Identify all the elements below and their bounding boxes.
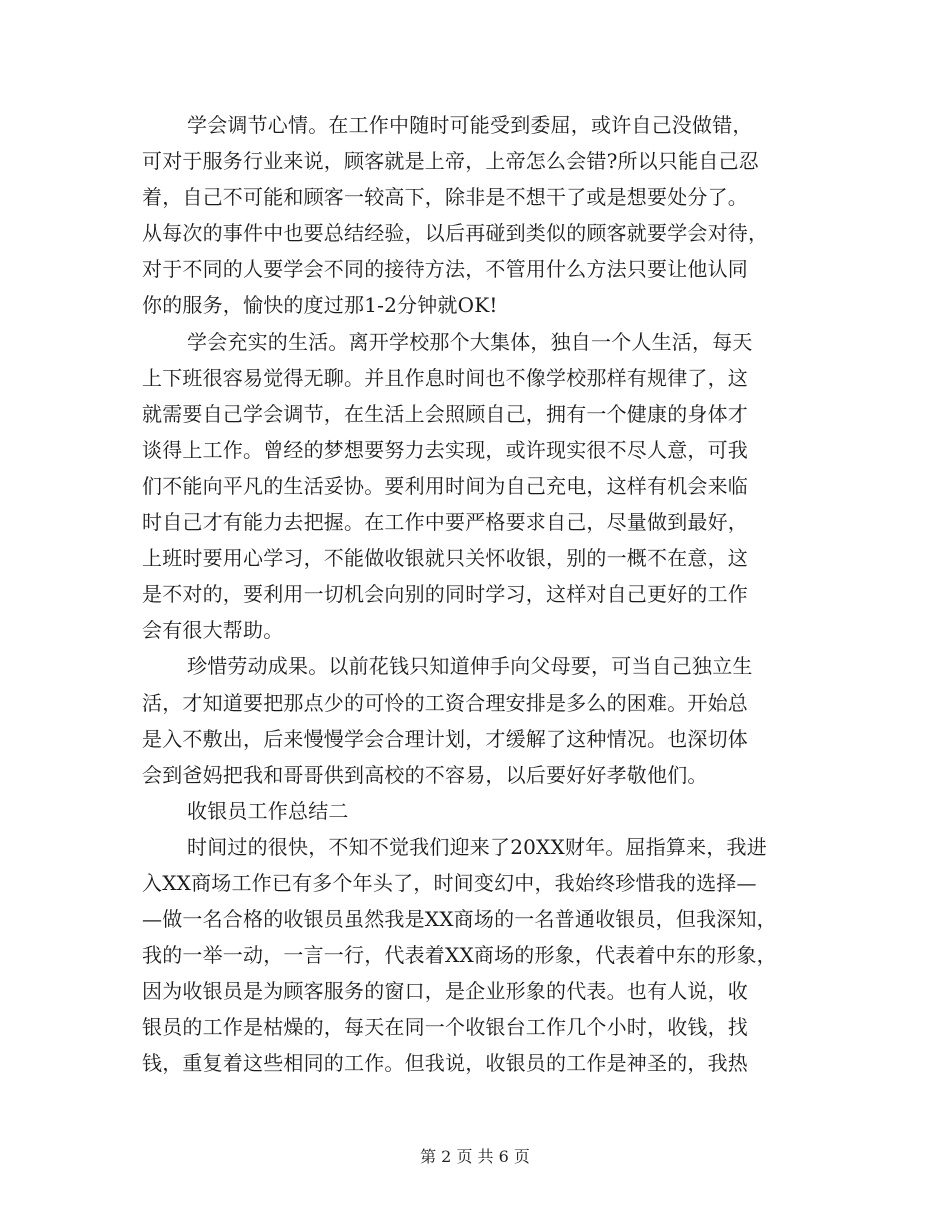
- text-line: 可对于服务行业来说，顾客就是上帝，上帝怎么会错?所以只能自己忍: [142, 149, 759, 174]
- text-line: 入XX商场工作已有多个年头了，时间变幻中，我始终珍惜我的选择—: [142, 870, 757, 895]
- text-line: 会到爸妈把我和哥哥供到高校的不容易，以后要好好孝敬他们。: [142, 762, 708, 787]
- paragraph-start-line: 学会调节心情。在工作中随时可能受到委屈，或许自己没做错，: [187, 113, 753, 137]
- text-line: —做一名合格的收银员虽然我是XX商场的一名普通收银员，但我深知，: [142, 907, 777, 932]
- text-line: 钱，重复着这些相同的工作。但我说，收银员的工作是神圣的，我热: [142, 1051, 748, 1076]
- text-line: 上下班很容易觉得无聊。并且作息时间也不像学校那样有规律了，这: [142, 365, 748, 390]
- paragraph-start-line: 收银员工作总结二: [187, 798, 349, 823]
- text-line: 们不能向平凡的生活妥协。要利用时间为自己充电，这样有机会来临: [142, 473, 748, 498]
- text-line: 是不对的，要利用一切机会向别的同时学习，这样对自己更好的工作: [142, 582, 748, 607]
- text-line: 活，才知道要把那点少的可怜的工资合理安排是多么的困难。开始总: [142, 690, 748, 715]
- text-line: 时自己才有能力去把握。在工作中要严格要求自己，尽量做到最好，: [142, 510, 748, 535]
- text-line: 就需要自己学会调节，在生活上会照顾自己，拥有一个健康的身体才: [142, 401, 748, 426]
- paragraph-start-line: 学会充实的生活。离开学校那个大集体，独自一个人生活，每天: [187, 329, 753, 354]
- text-line: 从每次的事件中也要总结经验，以后再碰到类似的顾客就要学会对待，: [142, 221, 769, 246]
- text-line: 会有很大帮助。: [142, 618, 284, 643]
- text-line: 银员的工作是枯燥的，每天在同一个收银台工作几个小时，收钱，找: [142, 1015, 748, 1040]
- text-line: 因为收银员是为顾客服务的窗口，是企业形象的代表。也有人说，收: [142, 979, 748, 1004]
- text-line: 你的服务，愉快的度过那1-2分钟就OK!: [142, 293, 498, 318]
- text-line: 是入不敷出，后来慢慢学会合理计划，才缓解了这种情况。也深切体: [142, 726, 748, 751]
- text-line: 对于不同的人要学会不同的接待方法，不管用什么方法只要让他认同: [142, 257, 748, 282]
- page-number-footer: 第 2 页 共 6 页: [420, 1147, 530, 1166]
- paragraph-start-line: 时间过的很快，不知不觉我们迎来了20XX财年。屈指算来，我进: [187, 834, 767, 859]
- paragraph-start-line: 珍惜劳动成果。以前花钱只知道伸手向父母要，可当自己独立生: [187, 654, 753, 679]
- text-line: 我的一举一动，一言一行，代表着XX商场的形象，代表着中东的形象，: [142, 943, 777, 968]
- document-body: [142, 107, 802, 1082]
- text-line: 上班时要用心学习，不能做收银就只关怀收银，别的一概不在意，这: [142, 546, 748, 571]
- text-line: 谈得上工作。曾经的梦想要努力去实现，或许现实很不尽人意，可我: [142, 437, 748, 462]
- text-line: 着，自己不可能和顾客一较高下，除非是不想干了或是想要处分了。: [142, 185, 748, 210]
